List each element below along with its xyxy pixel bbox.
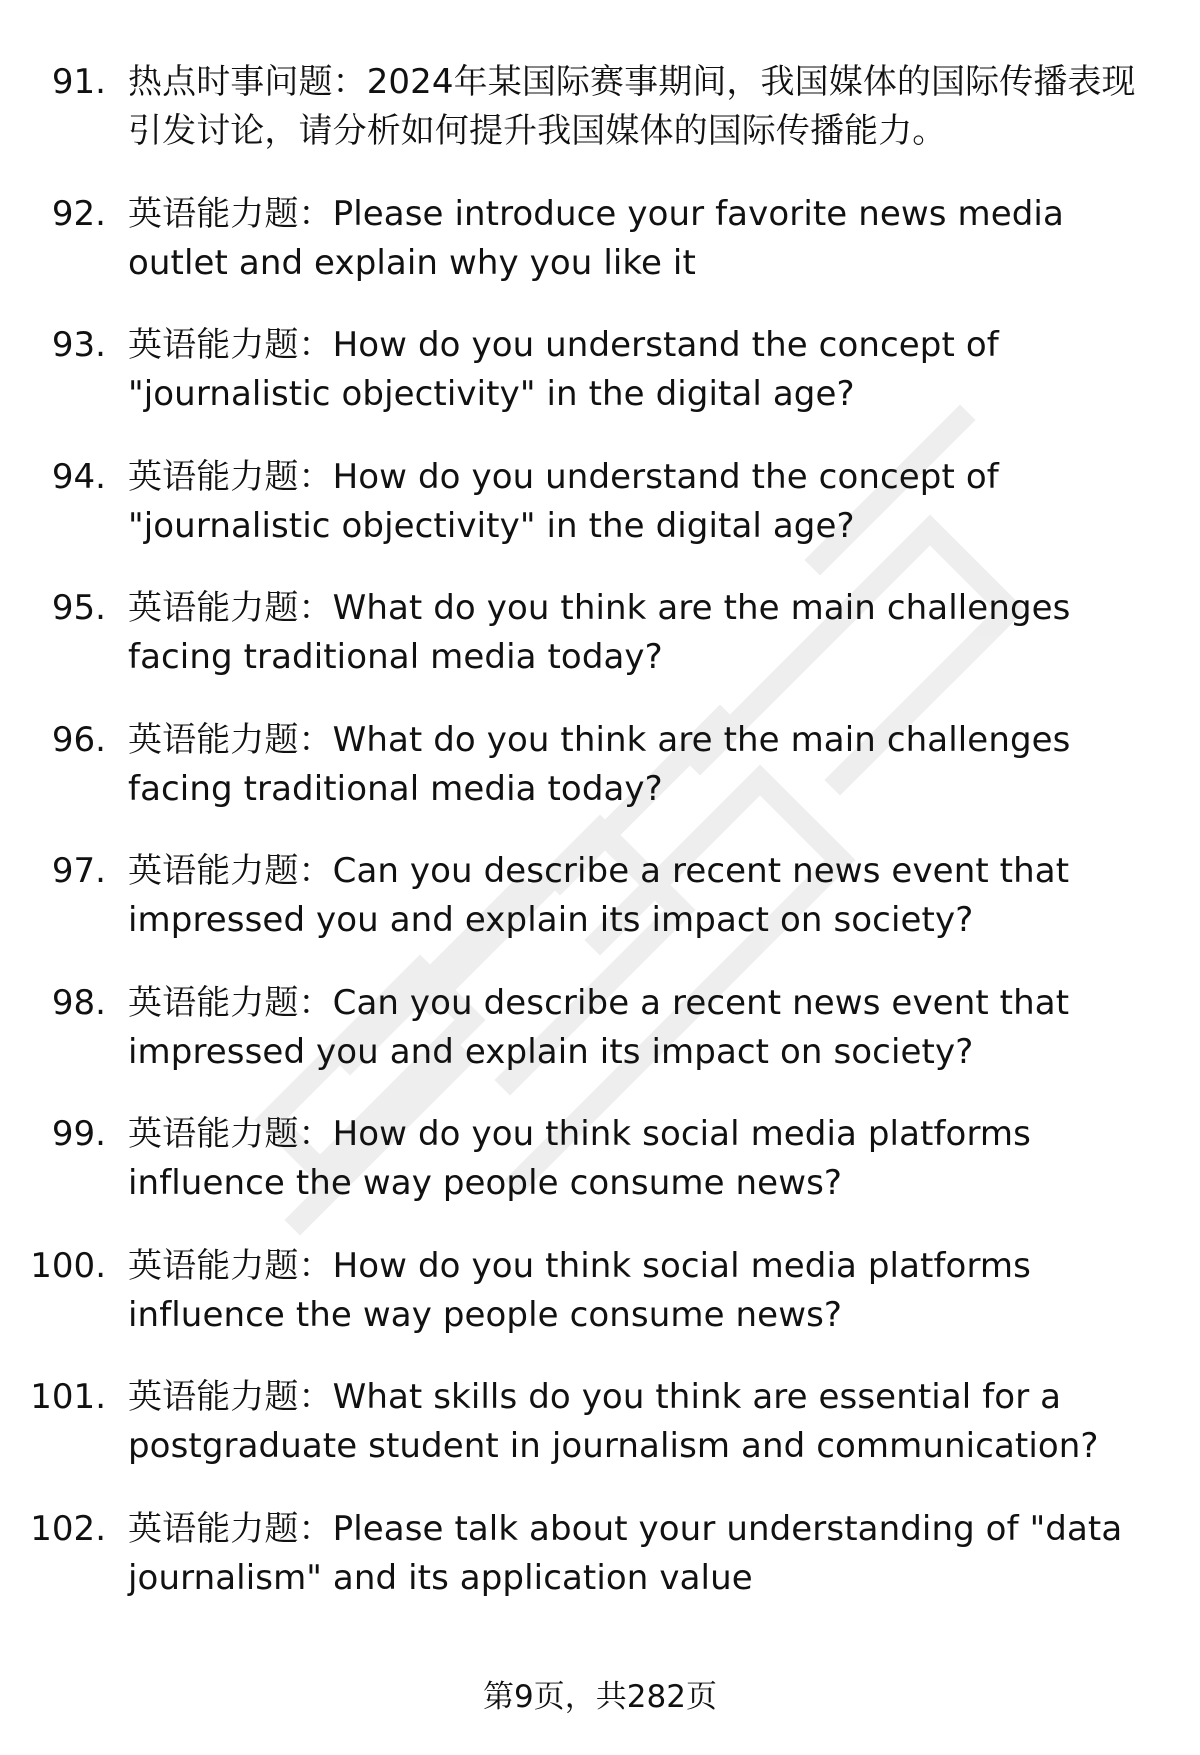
question-number: 99.: [51, 1114, 106, 1154]
question-text: 英语能力题：Can you describe a recent news event that impressed you and explain its impact on society?: [128, 851, 1070, 940]
question-text: 热点时事问题：2024年某国际赛事期间，我国媒体的国际传播表现引发讨论，请分析如何提升我国媒体的国际传播能力。: [128, 62, 1136, 151]
question-item: [0, 58, 1200, 190]
question-number: 94.: [51, 456, 106, 497]
question-item: [0, 847, 1200, 979]
question-item: [0, 1110, 1200, 1242]
question-item: [0, 584, 1200, 716]
question-number: 102.: [30, 1508, 106, 1549]
question-text: 英语能力题：What do you think are the main challenges facing traditional media today?: [128, 719, 1071, 809]
question-text: 英语能力题：What skills do you think are essential for a postgraduate student in journalism and communication?: [128, 1377, 1099, 1466]
question-text: 英语能力题：What do you think are the main challenges facing traditional media today?: [128, 588, 1071, 677]
question-number: 92.: [51, 193, 106, 234]
question-item: [0, 1505, 1200, 1637]
question-number: 93.: [51, 325, 106, 365]
question-text: 英语能力题：How do you understand the concept of "journalistic objectivity" in the digital age?: [128, 456, 999, 546]
question-number: 100.: [30, 1245, 106, 1286]
question-text: 英语能力题：How do you understand the concept of "journalistic objectivity" in the digital age?: [128, 325, 999, 414]
question-number: 95.: [51, 588, 106, 628]
question-number: 101.: [30, 1377, 106, 1417]
question-item: [0, 190, 1200, 322]
question-item: [0, 321, 1200, 453]
question-text: 英语能力题：Please talk about your understanding of "data journalism" and its application value: [128, 1508, 1123, 1598]
question-item: [0, 716, 1200, 848]
question-text: 英语能力题：How do you think social media platforms influence the way people consume news?: [128, 1245, 1031, 1335]
question-text: 英语能力题：Can you describe a recent news event that impressed you and explain its impact on society?: [128, 982, 1070, 1072]
question-number: 91.: [51, 62, 106, 102]
question-item: [0, 1242, 1200, 1374]
question-item: [0, 1373, 1200, 1505]
question-list: [0, 58, 1200, 1636]
question-number: 96.: [51, 719, 106, 760]
question-item: [0, 979, 1200, 1111]
question-item: [0, 453, 1200, 585]
question-text: 英语能力题：Please introduce your favorite news media outlet and explain why you like it: [128, 193, 1064, 283]
question-text: 英语能力题：How do you think social media platforms influence the way people consume news?: [128, 1114, 1031, 1203]
page-footer: 第9页，共282页: [483, 1679, 717, 1715]
question-number: 97.: [51, 851, 106, 891]
question-number: 98.: [51, 982, 106, 1023]
